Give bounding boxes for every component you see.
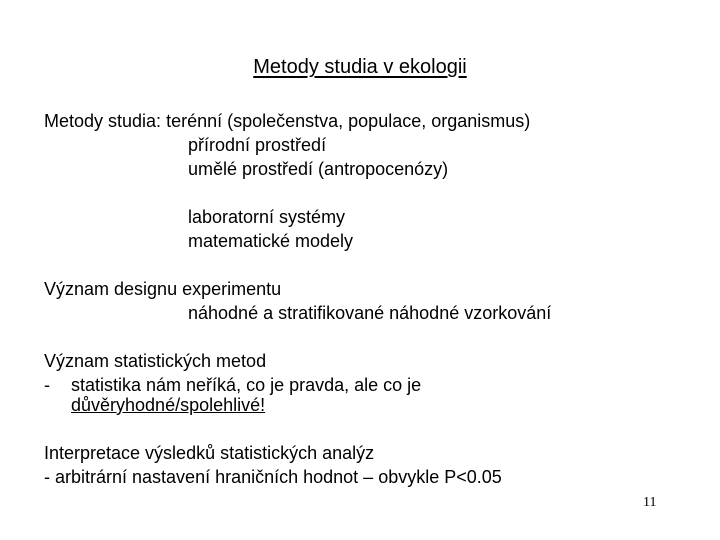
methods-line: Metody studia: terénní (společenstva, populace, organismus) bbox=[44, 111, 531, 131]
design-item: náhodné a stratifikované náhodné vzorkování bbox=[188, 303, 552, 323]
interpretation-item: - arbitrární nastavení hraničních hodnot – obvykle P<0.05 bbox=[44, 467, 502, 487]
page-number: 11 bbox=[643, 495, 657, 510]
statistics-line1: statistika nám neříká, co je pravda, ale co je bbox=[71, 375, 422, 395]
statistics-dash: - bbox=[44, 375, 50, 395]
statistics-heading: Význam statistických metod bbox=[44, 351, 267, 371]
methods-lab: laboratorní systémy bbox=[188, 207, 346, 227]
methods-math: matematické modely bbox=[188, 231, 354, 251]
methods-artificial: umělé prostředí (antropocenózy) bbox=[188, 159, 449, 179]
design-heading: Význam designu experimentu bbox=[44, 279, 282, 299]
interpretation-heading: Interpretace výsledků statistických analýz bbox=[44, 443, 375, 463]
methods-natural: přírodní prostředí bbox=[188, 135, 327, 155]
slide-title: Metody studia v ekologii bbox=[253, 56, 467, 78]
statistics-line2: důvěryhodné/spolehlivé! bbox=[71, 395, 266, 415]
